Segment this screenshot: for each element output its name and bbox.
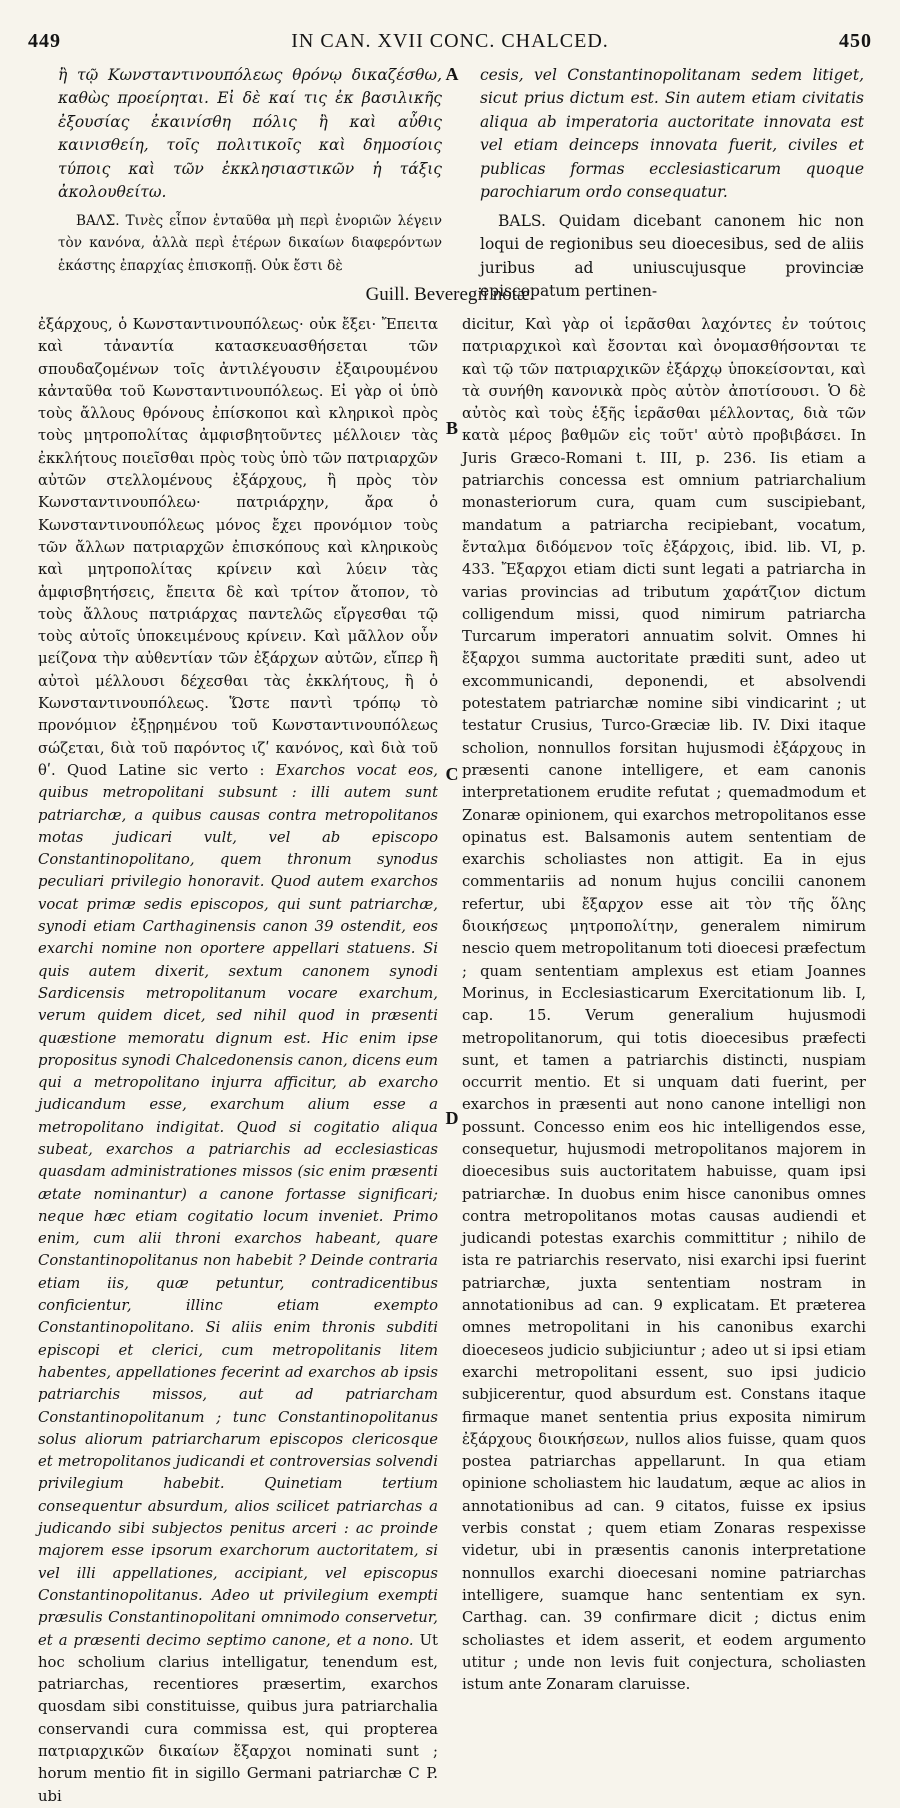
bals-latin-text: BALS. Quidam dicebant canonem hic non loqui de regionibus seu dioecesibus, sed de aliis juribus ad uniuscujusque provinciæ episcopatum pertinen- (480, 212, 864, 301)
page-number-right: 450 (839, 30, 872, 52)
top-left-bals (58, 210, 442, 280)
running-head (28, 30, 872, 56)
margin-letter-d: D (445, 1108, 459, 1128)
greek-canon-text: ἢ τῷ Κωνσταντινουπόλεως θρόνῳ δικαζέσθω, καθὼς προείρηται. Εἰ δὲ καί τις ἐκ βασιλικῆς ἐξουσίας ἐκαινίσθη πόλις ἢ καὶ αὖθις καινισθείη, τοῖς πολιτικοῖς καὶ δημοσίοις τύποις καὶ τῶν ἐκκλησιαστικῶν ἡ τάξις ἀκολουθείτω. (58, 66, 442, 202)
notes-right-text: dicitur, Καὶ γὰρ οἱ ἱερᾶσθαι λαχόντες ἐν τούτοις πατριαρχικοὶ καὶ ἔσονται καὶ ὀνομασθήσονται τε καὶ τῷ τῶν πατριαρχικῶν ἐξάρχῳ ὑποκείσονται, καὶ τὰ συνήθη κανονικὰ πρὸς αὐτὸν ἀποτίσουσι. Ὁ δὲ αὐτὸς καὶ τοὺς ἑξῆς ἱερᾶσθαι μέλλοντας, διὰ τῶν κατὰ μέρος βαθμῶν εἰς τοῦτ' αὐτὸ προβιβάσει. In Juris Græco-Romani t. III, p. 236. Iis etiam a patriarchis concessa est omnium patriarchalium monasteriorum cura, quam cum suscipiebant, mandatum a patriarcha recipiebant, vocatum, ἔνταλμα διδόμενον τοῖς ἐξάρχοις, ibid. lib. VI, p. 433. Ἔξαρχοι etiam dicti sunt legati a patriarcha in varias provincias ad tributum χαράτζιον dictum colligendum missi, quod nimirum patriarcha Turcarum imperatori annuatim solvit. Omnes hi ἔξαρχοι summa auctoritate præditi sunt, adeo ut excommunicandi, deponendi, et absolvendi potestatem patriarchæ nomine sibi vindicarint ; ut testatur Crusius, Turco-Græciæ lib. IV. Dixi itaque scholion, nonnullos forsitan hujusmodi ἐξάρχους in præsenti canone intelligere, et eam canonis interpretationem erudite refutat ; quemadmodum et Zonaræ opinionem, qui exarchos metropolitanos esse opinatus est. Balsamonis autem sententiam de exarchis scholiastes non attigit. Ea in ejus commentariis ad nonum hujus concilii canonem refertur, ubi ἔξαρχον esse ait τὸν τῆς ὅλης διοικήσεως μητροπολίτην, generalem nimirum nescio quem metropolitanum toti dioecesi præfectum ; quam sententiam amplexus est etiam Joannes Morinus, in Ecclesiasticarum Exercitationum lib. I, cap. 15. Verum generalium hujusmodi metropolitanorum, qui totis dioecesibus præfecti sunt, et tamen a patriarchis distincti, nuspiam occurrit mentio. Et si unquam dati fuerint, per exarchos in præsenti aut nono canone intelligi non possunt. Concesso enim eos hic intelligendos esse, consequetur, hujusmodi metropolitanos majorem in dioecesibus suis auctoritatem habuisse, quam ipsi patriarchæ. In duobus enim hisce canonibus omnes contra metropolitanos motas causas audiendi et judicandi potestas exarchis committitur ; nihilo de ista re patriarchis reservato, nisi exarchi ipsi fuerint patriarchæ, juxta sententiam nostram in annotationibus ad can. 9 explicatam. Et præterea omnes metropolitani in his canonibus exarchi dioeceseos judicio subjiciuntur ; adeo ut si ipsi etiam exarchi metropolitani essent, suo ipsi judicio subjicerentur, quod absurdum est. Constans itaque firmaque manet sententia prius exposita nimirum ἐξάρχους διοικήσεων, nullos alios fuisse, quam quos postea patriarchas appellarunt. In qua etiam opinione scholiastem hic laudatum, æque ac alios in annotationibus ad can. 9 citatos, fuisse ex ipsius verbis constat ; quem etiam Zonaras respexisse videtur, ubi in præsentis canonis interpretatione nonnullos exarchi dioecesani nomine patriarchas intelligere, suamque hanc sententiam ex syn. Carthag. can. 39 confirmare dicit ; dictus enim scholiastes et idem asserit, et eodem argumento utitur ; unde non levis fuit conjectura, scholiasten istum ante Zonaram claruisse. (462, 316, 866, 1694)
top-left-column (58, 64, 442, 202)
notes-left-commentary: Ut hoc scholium clarius intelligatur, tenendum est, patriarchas, recentiores præsertim, exarchos quosdam sibi constituisse, quibus jura patriarchalia conservandi cura commissa est, qui propterea πατριαρχικῶν δικαίων ἔξαρχοι nominati sunt ; horum mentio fit in sigillo Germani patriarchæ C P. ubi (38, 1631, 438, 1805)
margin-letter-c: C (445, 764, 459, 784)
top-right-column (480, 64, 864, 202)
running-title: IN CAN. XVII CONC. CHALCED. (291, 30, 609, 52)
notes-left-column (38, 314, 438, 1805)
notes-left-greek: ἐξάρχους, ὁ Κωνσταντινουπόλεως· οὐκ ἔξει· Ἔπειτα καὶ τἀναντία κατασκευασθήσεται τῶν σπουδαζομένων τοῖς ἀντιλέγουσιν ἐξαιρουμένου κἀνταῦθα τοῦ Κωνσταντινουπόλεως. Εἰ γὰρ οἱ ὑπὸ τοὺς ἄλλους θρόνους ἐπίσκοποι καὶ κληρικοὶ πρὸς τοὺς μητροπολίτας ἀμφισβητοῦντες μέλλοιεν τὰς ἐκκλήτους ποιεῖσθαι πρὸς τοὺς ὑπὸ τῶν πατριαρχῶν αὐτῶν στελλομένους ἐξάρχους, ἢ πρὸς τὸν Κωνσταντινουπόλεω· πατριάρχην, ἄρα ὁ Κωνσταντινουπόλεως μόνος ἔχει προνόμιον τοὺς τῶν ἄλλων πατριαρχῶν ἐπισκόπους καὶ κληρικοὺς καὶ μητροπολίτας κρίνειν καὶ λύειν τὰς ἀμφισβητήσεις, ἔπειτα δὲ καὶ τρίτον ἄτοπον, τὸ τοὺς ἄλλους πατριάρχας παντελῶς εἴργεσθαι τῷ τοὺς αὐτοῖς ὑποκειμένους κρίνειν. Καὶ μᾶλλον οὖν μείζονα τὴν αὐθεντίαν τῶν ἐξάρχων αὐτῶν, εἴπερ ἢ αὐτοὶ μέλλουσι δέχεσθαι τὰς ἐκκλήτους, ἢ ὁ Κωνσταντινουπόλεως. Ὥστε παντὶ τρόπῳ τὸ προνόμιον ἐξῃρημένου τοῦ Κωνσταντινουπόλεως σώζεται, διὰ τοῦ παρόντος ιζʹ κανόνος, καὶ διὰ τοῦ θʹ. (38, 316, 438, 779)
top-right-bals (480, 210, 864, 301)
margin-letter-b: B (445, 418, 458, 438)
latin-canon-text: cesis, vel Constantinopolitanam sedem litiget, sicut prius dictum est. Sin autem etiam civitatis aliqua ab imperatoria auctoritate innovata est vel etiam deinceps innovata fuerit, civiles et publicas formas ecclesiasticarum quoque parochiarum ordo consequatur. (480, 66, 864, 202)
notes-heading: Guill. Beveregii notæ. (365, 284, 535, 305)
margin-letter-a: A (445, 64, 459, 84)
notes-left-latin-intro: Quod Latine sic verto : (55, 761, 276, 779)
bals-greek-text: ΒΑΛΣ. Τινὲς εἶπον ἐνταῦθα μὴ περὶ ἐνοριῶν λέγειν τὸν κανόνα, ἀλλὰ περὶ ἑτέρων δικαίων διαφερόντων ἑκάστης ἐπαρχίας ἐπισκοπῇ. Οὐκ ἔστι δὲ (58, 213, 442, 274)
notes-left-latin-italic: Exarchos vocat eos, quibus metropolitani subsunt : illi autem sunt patriarchæ, a quibus causas contra metropolitanos motas judicari vult, vel ab episcopo Constantinopolitano, quem thronum synodus peculiari privilegio honoravit. Quod autem exarchos vocat primæ sedis episcopos, qui sunt patriarchæ, synodi etiam Carthaginensis canon 39 ostendit, eos exarchi nomine non oportere appellari statuens. Si quis autem dixerit, sextum canonem synodi Sardicensis metropolitanum vocare exarchum, verum quidem dicet, sed nihil quod in præsenti quæstione memoratu dignum est. Hic enim ipse propositus synodi Chalcedonensis canon, dicens eum qui a metropolitano injurra afficitur, ab exarcho judicandum esse, exarchum alium esse a metropolitano indigitat. Quod si cogitatio aliqua subeat, exarchos a patriarchis ad ecclesiasticas quasdam administrationes missos (sic enim præsenti ætate nominantur) a canone fortasse significari; neque hæc etiam cogitatio locum inveniet. Primo enim, cum alii throni exarchos habeant, quare Constantinopolitanus non habebit ? Deinde contraria etiam iis, quæ petuntur, contradicentibus conficientur, illinc etiam exempto Constantinopolitano. Si aliis enim thronis subditi episcopi et clerici, cum metropolitanis litem habentes, appellationes fecerint ad exarchos ab ipsis patriarchis missos, aut ad patriarcham Constantinopolitanum ; tunc Constantinopolitanus solus aliorum patriarcharum episcopos clericosque et metropolitanos judicandi et controversias solvendi privilegium habebit. Quinetiam tertium consequentur absurdum, alios scilicet patriarchas a judicando sibi subjectos penitus arceri : ac proinde majorem esse ipsorum exarchorum auctoritatem, si vel illi appellationes, accipiant, vel episcopus Constantinopolitanus. Adeo ut privilegium exempti præsulis Constantinopolitani omnimodo conservetur, et a præsenti decimo septimo canone, et a nono. (38, 761, 438, 1649)
page-number-left: 449 (28, 30, 61, 52)
notes-right-column (462, 314, 866, 1694)
